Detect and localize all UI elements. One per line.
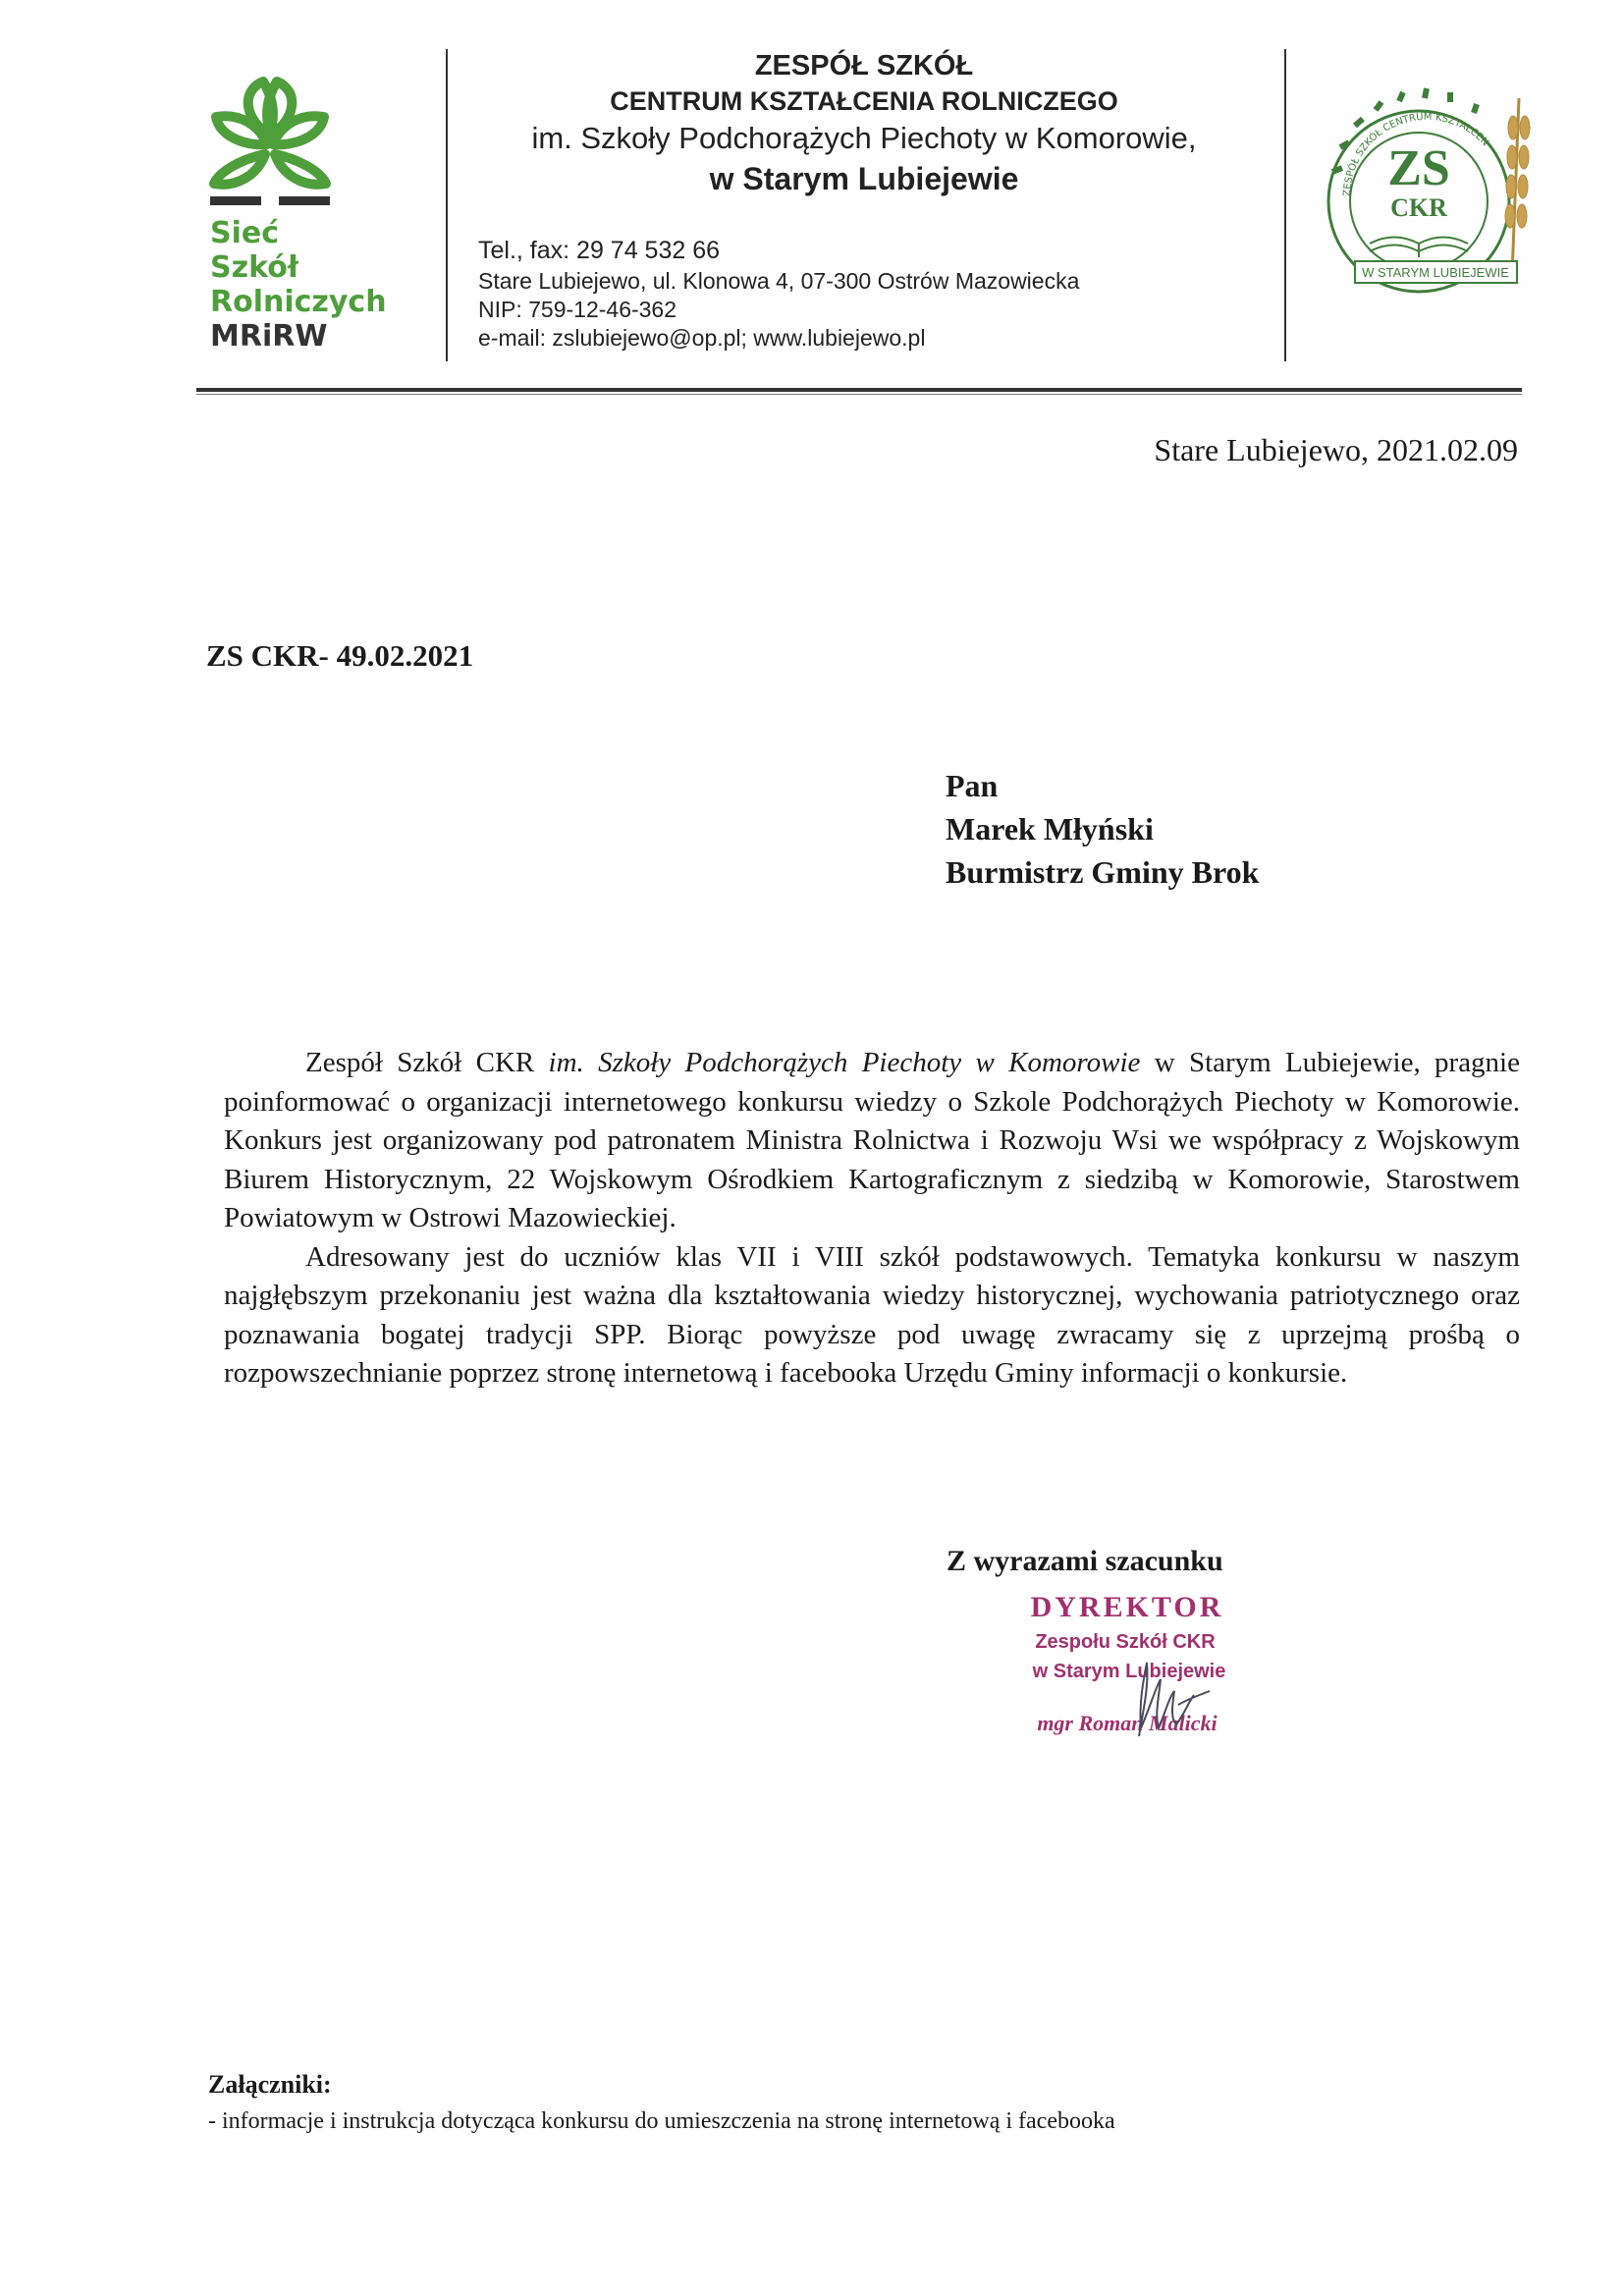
director-stamp xyxy=(992,1589,1286,1761)
logo-text-siec: Sieć xyxy=(210,216,280,250)
stamp-title: DYREKTOR xyxy=(1030,1591,1224,1623)
addressee-title: Burmistrz Gminy Brok xyxy=(946,854,1260,890)
header-rule xyxy=(196,388,1522,392)
body-paragraph-1 xyxy=(224,1044,1520,1238)
closing-phrase: Z wyrazami szacunku xyxy=(947,1545,1223,1577)
contact-nip: NIP: 759-12-46-362 xyxy=(478,297,677,322)
contact-email: e-mail: zslubiejewo@op.pl; www.lubiejewo.pl xyxy=(478,325,926,351)
contact-tel: Tel., fax: 29 74 532 66 xyxy=(478,237,721,264)
attachment-item: - informacje i instrukcja dotycząca konkursu do umieszczenia na stronę internetową i facebooka xyxy=(208,2108,1115,2134)
letter-date: Stare Lubiejewo, 2021.02.09 xyxy=(1154,432,1518,467)
body-paragraph-2: Adresowany jest do uczniów klas VII i VIII szkół podstawowych. Tematyka konkursu w naszym najgłębszym przekonaniu jest ważna dla kształtowania wiedzy historycznej, wychowania patriotycznego oraz poznawania bogatej tradycji SPP. Biorąc powyższe pod uwagę zwracamy się z uprzejmą prośbą o rozpowszechnianie poprzez stronę internetową i facebooka Urzędu Gminy informacji o konkursie. xyxy=(224,1240,1520,1389)
contact-block xyxy=(478,234,1079,353)
addressee-name: Marek Młyński xyxy=(946,811,1154,847)
header-rule-thin xyxy=(196,394,1522,395)
school-name-line2: CENTRUM KSZTAŁCENIA ROLNICZEGO xyxy=(610,86,1118,116)
stamp-line2: Zespołu Szkół CKR xyxy=(1035,1631,1216,1653)
header-divider-right xyxy=(1284,49,1286,361)
emblem-ckr: CKR xyxy=(1390,193,1447,222)
para1-start: Zespół Szkół CKR xyxy=(305,1047,549,1078)
emblem-ring-text: ZESPÓŁ SZKÓŁ CENTRUM KSZTAŁCEN xyxy=(1341,111,1491,197)
emblem-banner: W STARYM LUBIEJEWIE xyxy=(1362,265,1509,280)
para1-rest: w Starym Lubiejewie, pragnie poinformować o organizacji internetowego konkursu wiedzy o Szkole Podchorążych Piechoty w Komorowie. Konkurs jest organizowany pod patronatem Ministra Rolnictwa i Rozwoju Wsi we współpracy z Wojskowym Biurem Historycznym, 22 Wojskowym Ośrodkiem Kartograficznym z siedzibą w Komorowie, Starostwem Powiatowym w Ostrowi Mazowieckiej. xyxy=(224,1047,1520,1233)
zs-ckr-emblem-icon xyxy=(1311,69,1546,314)
letter-body xyxy=(224,1044,1520,1394)
addressee-salutation: Pan xyxy=(946,768,999,803)
siec-szkol-rolniczych-logo xyxy=(196,69,393,363)
school-name-line1: ZESPÓŁ SZKÓŁ xyxy=(754,50,974,82)
para1-italic: im. Szkoły Podchorążych Piechoty w Komorowie xyxy=(548,1047,1141,1078)
wheat-icon xyxy=(1505,98,1530,275)
logo-text-szkol: Szkół xyxy=(210,250,298,285)
logo-text-rolniczych: Rolniczych xyxy=(210,285,387,319)
contact-address: Stare Lubiejewo, ul. Klonowa 4, 07-300 Ostrów Mazowiecka xyxy=(478,268,1080,294)
addressee-block xyxy=(946,764,1259,894)
open-book-icon xyxy=(1370,238,1468,258)
stamp-line3: w Starym Lubiejewie xyxy=(1032,1661,1226,1682)
sprout-icon xyxy=(206,74,334,211)
stamp-name: mgr Roman Malicki xyxy=(1037,1711,1218,1735)
zs-ckr-emblem xyxy=(1311,69,1546,314)
logo-text-mrirw: MRiRW xyxy=(210,319,328,354)
attachments-title: Załączniki: xyxy=(208,2070,332,2099)
reference-number: ZS CKR- 49.02.2021 xyxy=(206,638,474,673)
school-name-line4: w Starym Lubiejewie xyxy=(709,161,1019,196)
school-name-line3: im. Szkoły Podchorążych Piechoty w Komorowie, xyxy=(531,121,1197,155)
emblem-zs: ZS xyxy=(1387,140,1450,196)
school-header xyxy=(452,47,1276,199)
header-divider-left xyxy=(446,49,448,361)
